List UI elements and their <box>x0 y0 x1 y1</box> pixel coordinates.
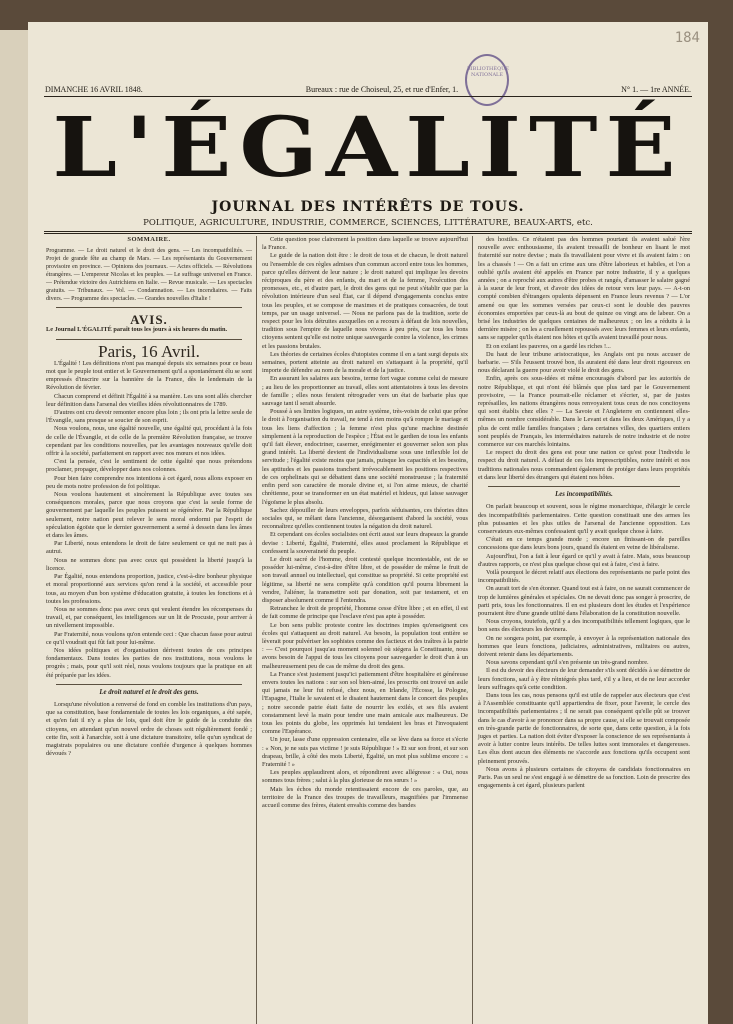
paragraph: Cette question pose clairement la position dans laquelle se trouve aujourd'hui la France. <box>262 236 468 252</box>
paragraph: La France s'est justement jusqu'ici patiemment d'être hospitalière et généreuse envers toutes les nations : sur son sol bien-aimé, les proscrits ont trouvé un asile qui jamais ne leur fut refusé, chez nous, en Irlande, l'Écosse, la Pologne, l'Espagne, l'Italie le savaient et le disaient hautement dans le concert des peuples ; notre seconde patrie était faite de nourrir les exilés, et ses fils avaient constamment levé la main pour tendre une main amicale aux malheureux. De tous les points du globe, les opprimés lui tendaient les bras et l'invoquaient comme l'Espérance. <box>262 670 468 736</box>
paragraph: Nos idées politiques et d'organisation dérivent toutes de ces principes fondamentaux. Dans toutes les parties de nos institutions, nous voulons le progrès ; mais, pour qu'il soit réel, nous voulons toujours que la pratique en ait été préparée par les idées. <box>46 646 252 679</box>
masthead-topics: POLITIQUE, AGRICULTURE, INDUSTRIE, COMMERCE, SCIENCES, LITTÉRATURE, BEAUX-ARTS, etc. <box>143 218 593 228</box>
paragraph: Retranchez le droit de propriété, l'homme cesse d'être libre ; et en effet, il est de fait comme de principe que l'esclave n'est pas apte à posséder. <box>262 605 468 621</box>
paragraph: Par Fraternité, nous voulons qu'on entende ceci : Que chacun fasse pour autrui ce qu'il voudrait qui fût fait pour lui-même. <box>46 630 252 646</box>
paragraph: Chacun comprend et définit l'Égalité à sa manière. Les uns sont allés chercher leur définition dans l'arsenal des vieilles idées révolutionnaires de 1789. <box>46 392 252 408</box>
paragraph: Nous avons à plusieurs certaines de citoyens de candidats fonctionnaires en Paris. Pas un seul ne s'est engagé à se démettre de sa fonction. Loin de prescrire des engagements à cet égard, plusieurs parlent <box>478 765 690 790</box>
column-2 <box>262 236 468 810</box>
paragraph: Le respect du droit des gens est pour une nation ce qu'est pour l'individu le respect du droit naturel. A défaut de ces lois imprescriptibles, notre intérêt et nos traditions nationales nous commandent également de protéger dans leurs propriétés et dans leur liberté des étrangers qui étaient nos hôtes. <box>478 449 690 481</box>
paragraph: C'est la pensée, c'est le sentiment de cette égalité que nous prétendons proclamer, propager, développer dans nos colonnes. <box>46 458 252 474</box>
paragraph: Le droit sacré de l'homme, droit contesté quelque incontestable, est de se posséder lui-même, c'est-à-dire d'être libre, et de posséder de même le fruit de son travail annuel ou intellectuel, qui constitue sa propriété. Si cette propriété est légitime, sa liberté ne sera complète qu'à condition qu'il pourra librement la vendre, l'aliéner, la transmettre soit par donation, soit par testament, et en disposer absolument comme il l'entendra. <box>262 555 468 604</box>
office-address: Bureaux : rue de Choiseul, 25, et rue d'Enfer, 1. <box>305 85 459 94</box>
separator <box>56 684 242 685</box>
paragraph: Dans tous les cas, nous pensons qu'il est utile de rappeler aux électeurs que c'est à l'Assemblée constituante qu'il appartiendra de fixer, pour l'avenir, le cercle des incompatibilités parlementaires ; il ne serait pas conséquent qu'elle pût se trouver dans le cas d'avoir à se prononcer dans sa propre cause, si elle se trouvait composée en très-grande partie de fonctionnaires, de sorte que, dans cette question, à la fois juges et parties. La nation doit éviter d'exposer la conscience de ses représentants à avoir à lutter contre leurs intérêts. De telles luttes sont immorales et dangereuses. Les élus dont aucun des éléments ne s'accorde aux fonctions qu'ils occupent sont pleinement prouvés. <box>478 691 690 765</box>
paragraph: Par Liberté, nous entendons le droit de faire seulement ce qui ne nuit pas à autrui. <box>46 540 252 556</box>
issue-date: DIMANCHE 16 AVRIL 1848. <box>45 85 143 94</box>
paragraph: des hostiles. Ce n'étaient pas des hommes pourtant ils avaient salué l'ère nouvelle avec enthousiasme, ils avaient tressailli de bonheur en lisant le mot fraternité sur notre devise ; mais ils travaillaient pour vivre et ils avaient faim : on les a chassés ! — On a fait un crime aux uns d'être laborieux et habiles, et l'on a oublié qu'ils avaient été appelés en France par notre industrie, il y a quelques années ; on a reproché aux autres d'être probes et rangés, d'amasser le salaire gagné à la sueur de leur front, et d'avoir des idées de retour vers leur pays. — A-t-on compté combien d'étrangers opulents dépensent en France leurs revenus ? — L'or amené ou que les sommes versées par ceux-ci sont le double des pauvres économies emportées par ceux-là au bout de quinze ou vingt ans de labeur. On a brisé les industries de quelques centaines de malheureux ; on les a réduits à la dernière misère ; on les a cruellement repoussés avec leurs femmes et leurs enfants, sans se rappeler qu'ils étaient nos hôtes et qu'ils avaient travaillé pour nous. <box>478 236 690 342</box>
masthead-subtitle: JOURNAL DES INTÉRÊTS DE TOUS. <box>211 199 525 215</box>
paragraph: C'était en ce temps grande mode ; encore un finissant-on de pareilles concessions que dans leurs bons jours, quand ils étaient en veine de libéralisme. <box>478 536 690 552</box>
dateline-paris: Paris, 16 Avril. <box>98 341 200 361</box>
paragraph: Sachez dépouiller de leurs enveloppes, parfois séduisantes, ces théories dites sociales qui, se mêlant dans l'ancienne, désorganisent d'abord la société, vous reconnaîtrez qu'elles contiennent toutes la négation du droit naturel. <box>262 506 468 531</box>
paragraph: Nous ne sommes donc pas avec ceux qui veulent étendre les récompenses du travail, et, par conséquent, les intelligences sur un lit de Procuste, pour arriver à un nivellement impossible. <box>46 605 252 630</box>
sommaire-title: SOMMAIRE. <box>127 236 171 243</box>
masthead-rule-bottom <box>44 233 692 234</box>
paragraph: On aurait tort de s'en étonner. Quand tout est à faire, on ne saurait commencer de trop de lumières générales et spéciales. On ne devait donc pas songer à proscrire, de parti pris, tous les fonctionnaires. Il en est plusieurs dont les études et l'expérience pourraient être d'une grande utilité dans l'élaboration de la constitution nouvelle. <box>478 585 690 617</box>
masthead-title: L'ÉGALITÉ <box>52 98 684 196</box>
column-1 <box>46 236 252 758</box>
paragraph: Lorsqu'une révolution a renversé de fond en comble les institutions d'un pays, que sa constitution, base fondamentale de toutes les lois organiques, a été sapée, et qu'en fait il n'y a plus de lois, quel doit être le guide de la conduite des citoyens, en attendant qu'un nouvel ordre de choses soit régulièrement fondé ; cette fin, soit à l'anarchie, soit à une dictature transitoire, telle qu'un syndicat de magistrats populaires ou une dictature confiée d'urgence à quelques hommes dévoués ? <box>46 700 252 758</box>
paragraph: Les peuples applaudirent alors, et répondirent avec allégresse : « Oui, nous sommes tous frères ; salut à la plus glorieuse de nos sœurs ! » <box>262 769 468 785</box>
column-3 <box>478 236 690 790</box>
paragraph: Du haut de leur tribune aristocratique, les Anglais ont pu nous accuser de barbarie. — S'ils l'eussent trouvé bon, ils auraient été dans leur droit rigoureux en nous déclarant la guerre pour avoir violé le droit des gens. <box>478 350 690 375</box>
paragraph: Par Égalité, nous entendons proportion, justice, c'est-à-dire bonheur physique et moral proportionné aux services qu'on rend à la société, et accessible pour tous, au moyen d'un bon système d'éducation gratuite, à toutes les fonctions et à toutes les professions. <box>46 573 252 605</box>
separator <box>56 307 242 308</box>
column-divider-1 <box>256 236 257 1024</box>
paragraph: Il est du devoir des électeurs de leur demander s'ils sont décidés à se démettre de leurs fonctions, sauf à y être réintégrés plus tard, s'il y a lieu, et de ne leur accorder leurs suffrages qu'à cette condition. <box>478 667 690 691</box>
paragraph: Voilà pourquoi le décret relatif aux élections des représentants ne parle point des incompatibilités. <box>478 568 690 585</box>
paragraph: Nous croyons, toutefois, qu'il y a des incompatibilités tellement logiques, que le bon sens des électeurs les devinera. <box>478 618 690 634</box>
issue-number: N° 1. — 1re ANNÉE. <box>621 85 691 94</box>
paragraph: Aujourd'hui, l'on a fait à leur égard ce qu'il y avait à faire. Mais, sous beaucoup d'autres rapports, ce n'est plus quelque chose qui est à faire, c'est à faire. <box>478 552 690 568</box>
adjacent-page-edge <box>0 30 28 1024</box>
section-title: Le droit naturel et le droit des gens. <box>99 688 199 696</box>
paragraph: On ne songera point, par exemple, à envoyer à la représentation nationale des hommes que leurs fonctions, judiciaires, administratives, militaires ou autres, doivent retenir dans les départements. <box>478 634 690 658</box>
paragraph: En assurant les salaires aux besoins, terme fort vague comme celui de mesure ; au lieu de les proportionner au travail, elles sont attentatoires à tous les devoirs de famille ; elles nous feraient rétrograder vers un état de barbarie plus que sauvage tant il serait absurde. <box>262 375 468 408</box>
paragraph: Mais les échos du monde retentissaient encore de ces paroles, que, au territoire de la France des troupes de travailleurs, magnifiées par l'immense accueil comme des frères, étaient envahis comme des bandes <box>262 785 468 810</box>
paragraph: Un jour, lasse d'une oppression centenaire, elle se lève dans sa force et s'écrie : « Non, je ne suis pas victime ! je suis République ! » Et sur son front, et sur son drapeau, brille, à côté des mots Liberté, Égalité, un mot plus sublime encore : « Fraternité ! » <box>262 736 468 768</box>
library-stamp: BIBLIOTHÈQUE NATIONALE <box>465 54 509 106</box>
paragraph: On parlait beaucoup et souvent, sous le régime monarchique, d'élargir le cercle des incompatibilités parlementaires. Cette question constituait une des armes les plus puissantes et les plus utiles de l'arsenal de l'ancienne opposition. Les conservateurs eux-mêmes confessaient qu'il y avait quelque chose à faire. <box>478 503 690 535</box>
section-title: Les incompatibilités. <box>555 491 613 499</box>
paragraph: Et on exilant les pauvres, on a gardé les riches !... <box>486 342 611 350</box>
paragraph: Et cependant ces écoles socialistes ont écrit aussi sur leurs drapeaux la grande devise : Liberté, Égalité, Fraternité, elles aussi proclament la République et confessent la souveraineté du peuple. <box>262 531 468 555</box>
paragraph: Le bon sens public proteste contre les doctrines impies qu'enseignent ces écoles qui s'attaquent au droit naturel. Au besoin, la population tout entière se lèverait pour pulvériser les sophistes comme des factieux et des traîtres à la patrie : — C'est pourquoi jusqu'au moment solennel où siégera la Constituante, nous avons besoin de l'appui de tous les citoyens pour sauvegarder le droit d'un à un malheureusement peu de cas de même du droit des gens. <box>262 621 468 670</box>
sommaire-text: Programme. — Le droit naturel et le droit des gens. — Les incompatibilités. — Projet de grande fête au champ de Mars. — Les représentants du Gouvernement provisoire en province. — Opinions des journaux. — Actes officiels. — Révolutions étrangères. — L'empereur Nicolas et les peuples. — Le suffrage universel en France. — Prétendue victoire des Autrichiens en Italie. — Revue musicale. — Les spectacles gratuits. — Tribunaux. — Vol. — Condamnation. — Les incendiaires. — Faits divers. — Programme des spectacles. — Grandes nouvelles d'Italie ! <box>46 248 252 303</box>
header-line <box>45 85 691 94</box>
page-number: 184 <box>674 30 700 46</box>
column-divider-2 <box>472 236 473 1024</box>
separator <box>56 339 242 340</box>
paragraph: Nous voulons, nous, une égalité nouvelle, une égalité qui, procédant à la fois de celle de l'Évangile, et de celle de la première Révolution française, se trouve cependant par les conditions nouvelles, par les avantages nouveaux qu'elle doit offrir à la société, parfaitement en rapport avec nos mœurs et nos idées. <box>46 425 252 458</box>
paragraph: Enfin, après ces sous-idées et même encouragés d'abord par les autorités de notre République, et qui n'ont été blâmés que plus tard par le Gouvernement provisoire, — la France pourrait-elle réclamer et s'écrier, si, par de justes représailles, les nations étrangères nous renvoyaient tous ceux de nos concitoyens qui sont établis chez elles ? — La Savoie et l'Angleterre en contiennent elles-mêmes un nombre considérable. Dans le Levant et dans les deux Amériques, il y a plus de cent mille familles françaises ; dans certaines villes, des quartiers entiers sont peuplés de Français, les intermédiaires naturels de notre industrie et de notre commerce sur ces marchés lointains. <box>478 375 690 449</box>
paragraph: L'Égalité ! Les définitions n'ont pas manqué depuis six semaines pour ce beau mot que le peuple tout entier et le Gouvernement qu'il a spontanément élu se sont empressés d'inscrire sur la bannière de la France, dès le lendemain de la Révolution de février. <box>46 359 252 392</box>
paragraph: Nous voulons hautement et sincèrement la République avec toutes ses conséquences morales, parce que nous croyons que c'est la seule forme de gouvernement par laquelle les peuples puissent se régénérer. Par la République seulement, notre nation peut relever le sens moral endormi par l'esprit de spéculation égoïste que le dernier gouvernement a semé à dessein dans les âmes et dans les âmes. <box>46 491 252 540</box>
paragraph: D'autres ont cru devoir remonter encore plus loin ; ils ont pris la lettre seule de l'Évangile, sans presque se soucier de son esprit. <box>46 409 252 425</box>
paragraph: Poussé à ses limites logiques, un autre système, très-voisin de celui que prône le droit à l'organisation du travail, ne tend à rien moins qu'à rompre le mariage et tous les liens d'affection ; la femme n'est plus qu'une machine destinée simplement à la reproduction de l'espèce ; l'État est le gardien de tous les enfants qu'il fait élever, endoctriner, caserner, enrégimenter et gouverner selon son plus grand intérêt. La liberté devient de l'individualisme sous une inflexible loi de servitude ; l'égalité existe moins que jamais, puisque les capacités et les besoins, les aptitudes et les passions tranchent irrévocablement les positions respectives de ces orphelinats qui se débattent dans une société monstrueuse ; la fraternité enfin perd son caractère de morale divine et, si l'on aime mieux, de charité chrétienne, pour se transformer en un état matériel et hideux, qui laisse sauvager l'égoïsme le plus absolu. <box>262 408 468 506</box>
masthead-rule-top <box>44 231 692 232</box>
paragraph: Les théories de certaines écoles d'utopistes comme il en a tant surgi depuis six semaines, portent atteinte au droit naturel en s'attaquant à la propriété, qu'il importe de défendre au nom de la morale et de la justice. <box>262 350 468 375</box>
avis-title: AVIS. <box>130 312 168 328</box>
paragraph: Pour bien faire comprendre nos intentions à cet égard, nous allons exposer en peu de mots notre profession de foi politique. <box>46 474 252 490</box>
avis-text: Le Journal L'ÉGALITÉ paraît tous les jours à six heures du matin. <box>46 326 228 334</box>
paragraph: Nous savons cependant qu'il s'en présente un très-grand nombre. <box>486 659 649 667</box>
paragraph: Nous ne sommes donc pas avec ceux qui possèdent la liberté jusqu'à la licence. <box>46 556 252 572</box>
separator <box>488 486 680 487</box>
paragraph: Le guide de la nation doit être : le droit de tous et de chacun, le droit naturel ou l'ensemble de ces règles admises d'un commun accord entre tous les hommes, parce qu'elles dérivent de leur nature ; le droit naturel qui implique les devoirs réciproques du père et des enfants, du mari et de la femme, l'exécution des promesses, etc., et d'autre part, le droit des gens qui ne peut s'établir que par la révolution intérieure d'un seul État, car il dépend d'engagements conclus entre tous les peuples, et se compose de maximes et de pratiques consacrées, de tout temps, par un usage universel. — Nous ne parlons pas de la tradition, sorte de respect pour les lois détruites auxquelles on a recours à défaut de lois nouvelles, tradition sous l'empire de laquelle nous vivons à peu près, car tous les bons citoyens sentent qu'elle est notre unique sauvegarde contre la violence, les crimes et les passions brutales. <box>262 252 468 350</box>
newspaper-page <box>28 22 708 1024</box>
